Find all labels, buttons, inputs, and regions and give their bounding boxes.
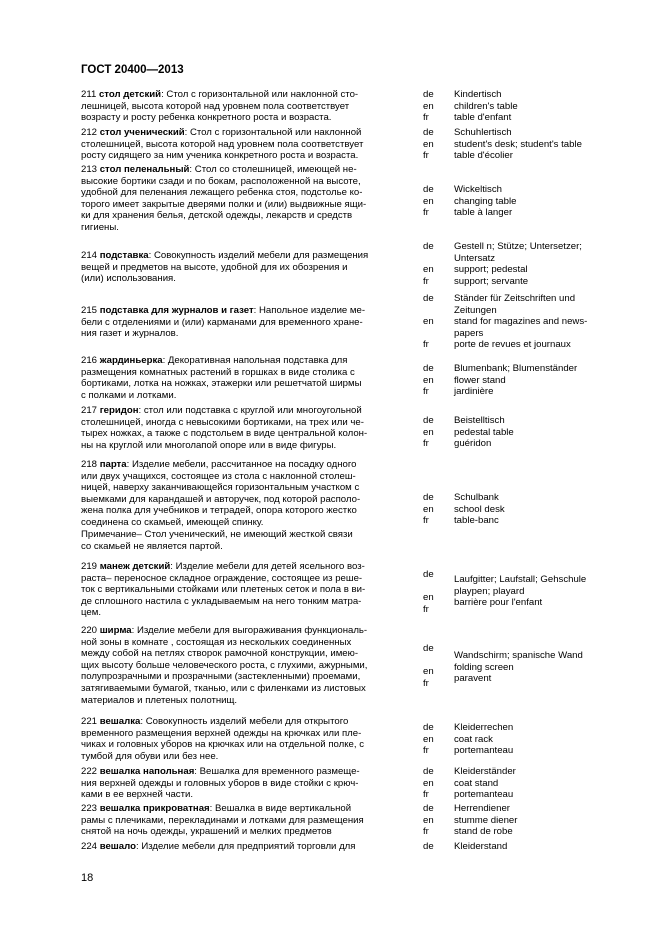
definition: 221 вешалка: Совокупность изделий мебели для открытого временного размещения верхней одежды на крючках или пле- чиках и головных уборов на крючках или на отдельной полке, с тумбой для обуви или без нее. [81, 716, 365, 762]
lang-codes: de en fr [423, 184, 434, 219]
term: стол ученический [99, 127, 185, 138]
translations: Blumenbank; Blumenständer flower stand jardinière [454, 363, 578, 398]
term: подставка [99, 250, 149, 261]
term: вешалка напольная [99, 766, 195, 777]
term: ширма [99, 625, 132, 636]
term: стол пеленальный [99, 164, 190, 175]
lang-codes: de en fr [423, 569, 434, 615]
translations: Kindertisch children's table table d'enfant [454, 89, 518, 124]
definition: 217 геридон: стол или подставка с круглой или многоугольной столешницей, иногда с невысокими бортиками, на трех или че- тырех ножках, а также с подстольем в виде центральной колон- ны на круглой или многолапой опоре или в виде фигуры. [81, 405, 368, 451]
lang-codes: de en fr [423, 89, 434, 124]
definition: 223 вешалка прикроватная: Вешалка в виде вертикальной рамы с плечиками, перекладинами и лотками для размещения снятой на ночь одежды, украшений и мелких предметов [81, 803, 364, 838]
lang-codes: de en fr [423, 766, 434, 801]
lang-codes: de en fr [423, 415, 434, 450]
translations: Kleiderständer coat stand portemanteau [454, 766, 516, 801]
translations: Wickeltisch changing table table à langer [454, 184, 517, 219]
definition: 211 стол детский: Стол с горизонтальной или наклонной сто- лешницей, высота которой над уровнем пола соответствует возрасту и росту ребенка конкретного роста и возраста. [81, 89, 359, 124]
definition: 219 манеж детский: Изделие мебели для детей ясельного воз- раста– переносное складное ограждение, состоящее из реше- ток с вертикальными стойками или плетеных сеток и пола в ви- де сплошного настила с укладываемым на него тонким матра- цем. [81, 561, 366, 619]
translations: Kleiderrechen coat rack portemanteau [454, 722, 514, 757]
lang-codes: de en fr [423, 803, 434, 838]
translations: Gestell n; Stütze; Untersetzer; Untersatz support; pedestal support; servante [454, 241, 582, 287]
definition: 214 подставка: Совокупность изделий мебели для размещения вещей и предметов на высоте, удобной для их обозрения и (или) использования. [81, 250, 369, 285]
definition: 212 стол ученический: Стол с горизонтальной или наклонной столешницей, высота которой над уровнем пола соответствует росту сидящего за ним ученика конкретного роста и возраста. [81, 127, 364, 162]
translations: Ständer für Zeitschriften und Zeitungen stand for magazines and news- papers porte de revues et journaux [454, 293, 588, 351]
lang-codes: de en fr [423, 293, 434, 351]
term: вешалка прикроватная [99, 803, 210, 814]
translations: Wandschirm; spanische Wand folding screen paravent [454, 650, 583, 685]
term: подставка для журналов и газет [99, 305, 254, 316]
translations: Kleiderstand [454, 841, 508, 852]
term: вешалка [99, 716, 141, 727]
translations: Herrendiener stumme diener stand de robe [454, 803, 518, 838]
note: Примечание– Стол ученический, не имеющий жесткой связи со скамьей не является партой. [81, 529, 353, 552]
lang-codes: de en fr [423, 127, 434, 162]
translations: Laufgitter; Laufstall; Gehschule playpen; playard barrière pour l'enfant [454, 574, 587, 609]
term: парта [99, 459, 127, 470]
lang-codes: de en fr [423, 643, 434, 689]
lang-codes: de en fr [423, 492, 434, 527]
term: вешало [99, 841, 136, 852]
definition: 220 ширма: Изделие мебели для выгораживания функциональ- ной зоны в комнате , состоящая из нескольких соединенных между собой на петлях створок рамочной конструкции, имею- щих высоту больше человеческого роста, с глухими, ажурными, полупрозрачными и прозрачными (застекленными) проемами, затягиваемыми бумагой, тканью, или с филенками из листовых материалов и плетеных полотнищ. [81, 625, 368, 706]
definition: 218 парта: Изделие мебели, рассчитанное на посадку одного или двух учащихся, состоящее из стола с наклонной столеш- ницей, наверху заканчивающейся горизонтальным участком с выемками для карандашей и авторучек, под которой располо- жена полка для учебников и тетрадей, опора которого жестко соединена со скамьей, имеющей спинку. [81, 459, 361, 528]
term: жардиньерка [99, 355, 163, 366]
document-header: ГОСТ 20400—2013 [81, 64, 184, 76]
translations: Schuhlertisch student's desk; student's table table d'écolier [454, 127, 582, 162]
lang-codes: de en fr [423, 241, 434, 287]
translations: Beistelltisch pedestal table guéridon [454, 415, 514, 450]
lang-codes: de en fr [423, 722, 434, 757]
definition: 215 подставка для журналов и газет: Напольное изделие ме- бели с отделениями и (или) карманами для временного хране- ния газет и журналов. [81, 305, 366, 340]
lang-codes: de [423, 841, 434, 852]
definition: 224 вешало: Изделие мебели для предприятий торговли для [81, 841, 356, 852]
definition: 222 вешалка напольная: Вешалка для временного размеще- ния верхней одежды и головных уборов в виде стойки с крюч- ками в ее верхней части. [81, 766, 360, 801]
term: геридон [99, 405, 139, 416]
lang-codes: de en fr [423, 363, 434, 398]
definition: 216 жардиньерка: Декоративная напольная подставка для размещения комнатных растений в горшках в виде столика с бортиками, лотка на ножках, этажерки или решетчатой ширмы с полками и лотками. [81, 355, 362, 401]
term: манеж детский [99, 561, 171, 572]
page-number: 18 [81, 872, 94, 884]
translations: Schulbank school desk table-banc [454, 492, 505, 527]
definition: 213 стол пеленальный: Стол со столешницей, имеющей не- высокие бортики сзади и по бокам, расположенной на высоте, удобной для пеленания лежащего ребенка стоя, подстолье ко- торого имеет закрытые дверями полки и (или) выдвижные ящи- ки для хранения белья, детской одежды, лекарств и средств гигиены. [81, 164, 367, 233]
term: стол детский [98, 89, 162, 100]
